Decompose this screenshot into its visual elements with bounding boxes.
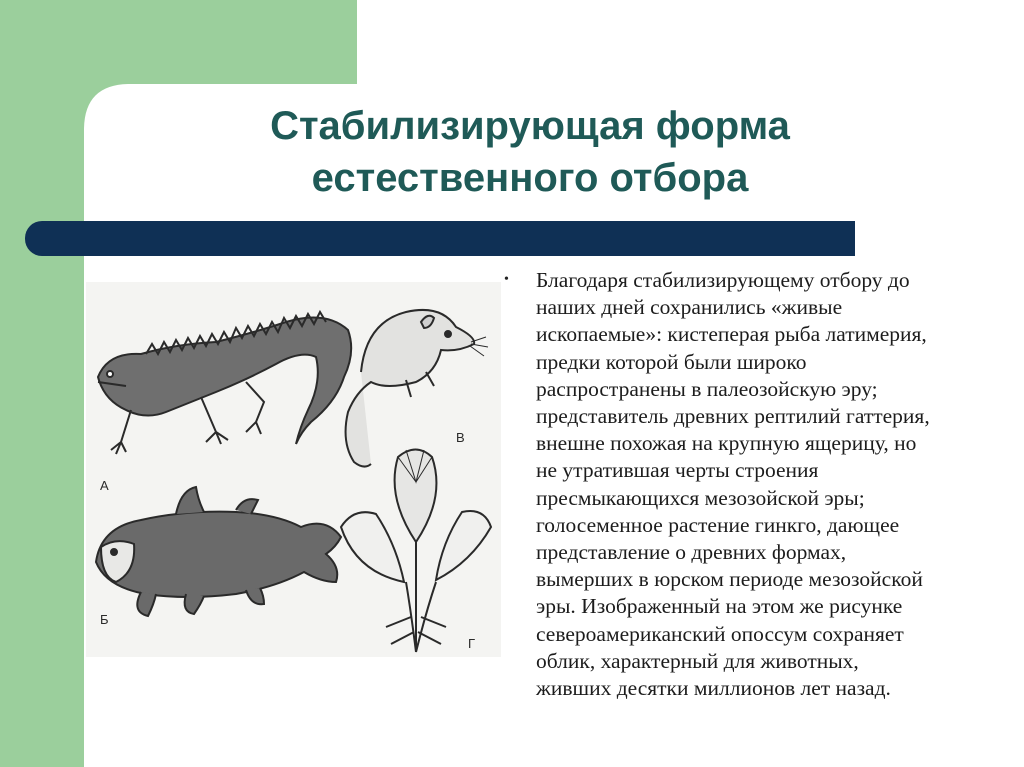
body-line: эры. Изображенный на этом же рисунке (536, 594, 903, 619)
body-line: наших дней сохранились «живые (536, 295, 843, 320)
body-line: распространены в палеозойскую эру; (536, 376, 878, 401)
body-line: Благодаря стабилизирующему отбору до (536, 268, 910, 292)
body-line: голосеменное растение гинкго, дающее (536, 512, 900, 537)
label-b: Б (100, 612, 109, 627)
title-divider-bar (25, 221, 855, 256)
label-a: А (100, 478, 109, 493)
slide-title (130, 100, 930, 204)
bullet-dot: • (504, 272, 509, 287)
body-line: вымерших в юрском периоде мезозойской (536, 567, 923, 592)
body-line: представитель древних рептилий гаттерия, (536, 404, 930, 429)
body-line: представление о древних формах, (536, 540, 847, 565)
body-line: пресмыкающихся мезозойской эры; (536, 485, 865, 510)
label-g: Г (468, 636, 476, 651)
living-fossils-illustration (86, 282, 501, 657)
body-line: облик, характерный для животных, (536, 648, 859, 673)
body-line: внешне похожая на крупную ящерицу, но (536, 431, 917, 456)
title-line-2: естественного отбора (311, 156, 749, 200)
body-line: ископаемые»: кистеперая рыба латимерия, (536, 322, 927, 347)
body-paragraph (536, 267, 1006, 702)
title-line-1: Стабилизирующая форма (270, 104, 790, 148)
label-v: В (456, 430, 465, 445)
body-line: североамериканский опоссум сохраняет (536, 621, 904, 646)
body-line: предки которой были широко (536, 349, 807, 374)
body-line: не утратившая черты строения (536, 458, 819, 483)
body-line: живших десятки миллионов лет назад. (536, 676, 891, 701)
